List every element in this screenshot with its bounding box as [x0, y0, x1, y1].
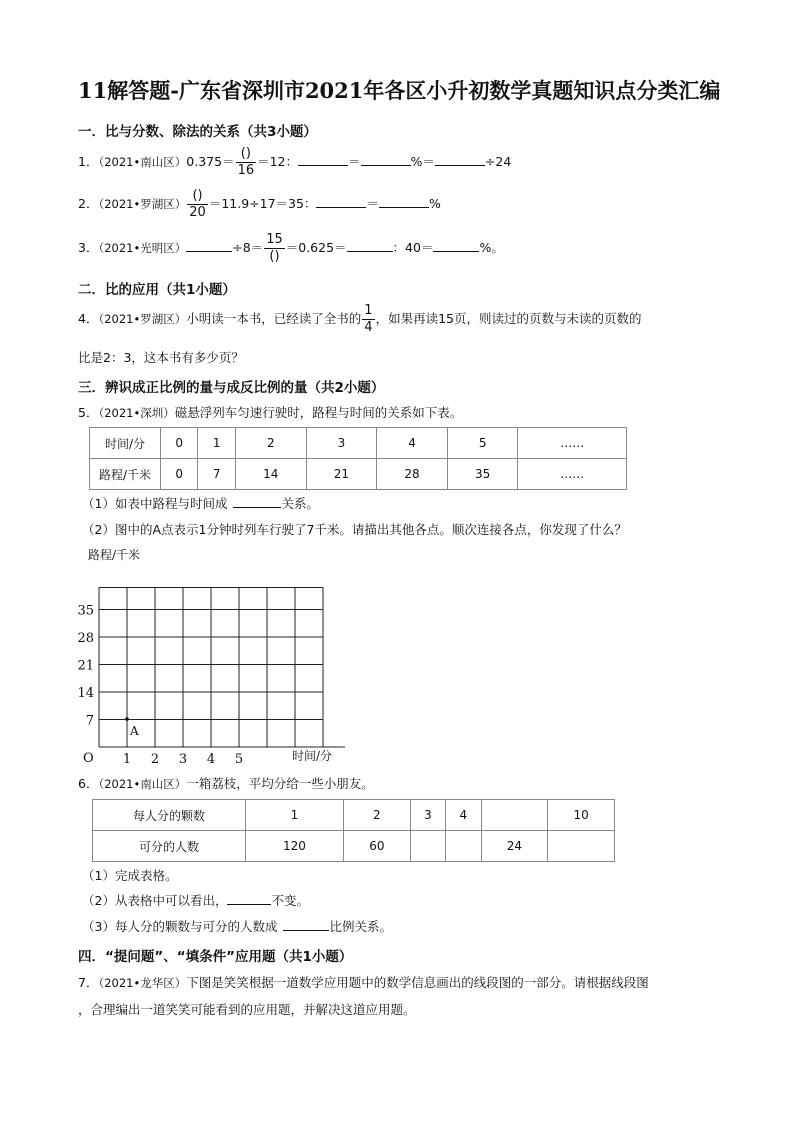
table-cell[interactable]: [446, 831, 481, 862]
question-6-sub-3: （3）每人分的颗数与可分的人数成 比例关系。: [82, 919, 392, 934]
x-tick-label: 5: [234, 752, 244, 767]
x-tick-label: 1: [122, 752, 132, 767]
question-number: 7．: [78, 975, 99, 990]
question-source: （2021•南山区）: [98, 777, 187, 791]
table-cell: 4: [446, 800, 481, 831]
point-a-marker: [125, 717, 129, 721]
y-tick-label: 7: [85, 713, 94, 729]
table-cell: 3: [306, 428, 377, 459]
fraction: $\frac{()}{16}$: [237, 146, 255, 178]
question-6: 6．（2021•南山区）一箱荔枝，平均分给一些小朋友。: [78, 776, 374, 791]
x-tick-label: 2: [150, 752, 160, 767]
question-source: （2021•南山区）: [98, 155, 187, 169]
table-row: [93, 831, 615, 862]
question-number: 6．: [78, 776, 99, 791]
table-cell: 14: [235, 459, 306, 490]
table-cell: 24: [481, 831, 548, 862]
question-source: （2021•龙华区）: [98, 976, 187, 990]
table-cell[interactable]: [548, 831, 615, 862]
y-tick-label: 14: [77, 686, 94, 701]
table-cell: 120: [246, 831, 344, 862]
table-cell: 2: [343, 800, 410, 831]
table-cell: 21: [306, 459, 377, 490]
time-distance-table: [89, 427, 627, 490]
x-tick-label: 4: [206, 752, 216, 767]
table-cell: 35: [447, 459, 518, 490]
table-cell: 10: [548, 800, 615, 831]
table-cell[interactable]: [481, 800, 548, 831]
table-cell: 0: [161, 459, 198, 490]
question-6-sub-2: （2）从表格中可以看出， 不变。: [82, 893, 309, 908]
table-cell: 5: [447, 428, 518, 459]
table-cell: 7: [198, 459, 235, 490]
section-heading-3: 三．辨识成正比例的量与成反比例的量（共2小题）: [78, 380, 385, 396]
section-heading-4: 四．“提问题”、“填条件”应用题（共1小题）: [78, 949, 353, 965]
question-5-sub-2: （2）图中的A点表示1分钟时列车行驶了7千米。请描出其他各点。顺次连接各点，你发现了什么？: [82, 522, 627, 537]
question-source: （2021•深圳）: [98, 406, 175, 420]
answer-blank[interactable]: [233, 494, 281, 508]
question-5-sub-1: （1）如表中路程与时间成 关系。: [82, 496, 319, 511]
axis-ticks: [77, 604, 243, 768]
section-heading-2: 二．比的应用（共1小题）: [78, 282, 236, 298]
table-cell: 时间/分: [90, 428, 161, 459]
table-cell: 0: [161, 428, 198, 459]
answer-blank[interactable]: [361, 152, 411, 166]
table-cell: 28: [377, 459, 448, 490]
answer-blank[interactable]: [227, 891, 271, 905]
answer-blank[interactable]: [379, 194, 429, 208]
lychee-table: [92, 799, 615, 862]
answer-blank[interactable]: [283, 917, 329, 931]
table-row: [90, 428, 627, 459]
x-tick-label: 3: [178, 752, 188, 767]
table-cell: 可分的人数: [93, 831, 246, 862]
table-cell: 1: [246, 800, 344, 831]
question-number: 1．: [78, 154, 99, 169]
fraction: $\frac{15}{()}$: [266, 232, 283, 264]
question-7: 7．（2021•龙华区）下图是笑笑根据一道数学应用题中的数学信息画出的线段图的一部分。请根据线段图: [78, 975, 649, 990]
answer-blank[interactable]: [298, 152, 348, 166]
y-tick-label: 21: [77, 658, 94, 674]
question-source: （2021•光明区）: [98, 241, 187, 255]
question-6-sub-1: （1）完成表格。: [82, 868, 178, 883]
table-cell: ……: [518, 428, 627, 459]
table-cell: 每人分的颗数: [93, 800, 246, 831]
question-1: 1．（2021•南山区）0.375＝ $\frac{()}{16}$ ＝12： ＝ %＝ ÷24: [78, 146, 512, 178]
question-3: 3．（2021•光明区） ÷8＝ $\frac{15}{()}$ ＝0.625＝ ：40＝ %。: [78, 232, 504, 264]
question-4: 4．（2021•罗湖区）小明读一本书，已经读了全书的 $\frac{1}{4}$ ，如果再读15页，则读过的页数与未读的页数的: [78, 303, 642, 335]
fraction: $\frac{()}{20}$: [189, 188, 206, 220]
question-number: 2．: [78, 196, 99, 211]
table-row: [93, 800, 615, 831]
answer-blank[interactable]: [186, 238, 232, 252]
answer-blank[interactable]: [316, 194, 366, 208]
y-tick-label: 28: [77, 631, 94, 646]
question-7-line-2: ，合理编出一道笑笑可能看到的应用题，并解决这道应用题。: [78, 1002, 416, 1017]
y-axis-label: 路程/千米: [88, 548, 141, 562]
table-cell: 路程/千米: [90, 459, 161, 490]
distance-time-graph[interactable]: [70, 543, 360, 768]
question-number: 5．: [78, 405, 99, 420]
table-cell: 60: [343, 831, 410, 862]
x-axis-label: 时间/分: [292, 749, 333, 763]
answer-blank[interactable]: [435, 152, 485, 166]
answer-blank[interactable]: [433, 238, 479, 252]
answer-blank[interactable]: [347, 238, 393, 252]
y-tick-label: 35: [77, 603, 94, 619]
question-number: 3．: [78, 240, 99, 255]
question-5: 5．（2021•深圳）磁悬浮列车匀速行驶时，路程与时间的关系如下表。: [78, 405, 463, 420]
table-cell: 3: [410, 800, 445, 831]
table-cell: 4: [377, 428, 448, 459]
page-title: 11解答题-广东省深圳市2021年各区小升初数学真题知识点分类汇编: [78, 78, 721, 103]
table-cell: 1: [198, 428, 235, 459]
question-source: （2021•罗湖区）: [98, 312, 187, 326]
table-cell: ……: [518, 459, 627, 490]
table-cell: 2: [235, 428, 306, 459]
table-cell[interactable]: [410, 831, 445, 862]
origin-label: O: [83, 751, 94, 766]
question-number: 4．: [78, 311, 99, 326]
question-4-line-2: 比是2：3，这本书有多少页？: [78, 350, 244, 365]
section-heading-1: 一．比与分数、除法的关系（共3小题）: [78, 124, 317, 140]
table-row: [90, 459, 627, 490]
fraction: $\frac{1}{4}$: [364, 303, 373, 335]
question-2: 2．（2021•罗湖区） $\frac{()}{20}$ ＝11.9÷17＝35： ＝ %: [78, 188, 441, 220]
point-a-label: A: [130, 724, 139, 738]
question-source: （2021•罗湖区）: [98, 197, 187, 211]
